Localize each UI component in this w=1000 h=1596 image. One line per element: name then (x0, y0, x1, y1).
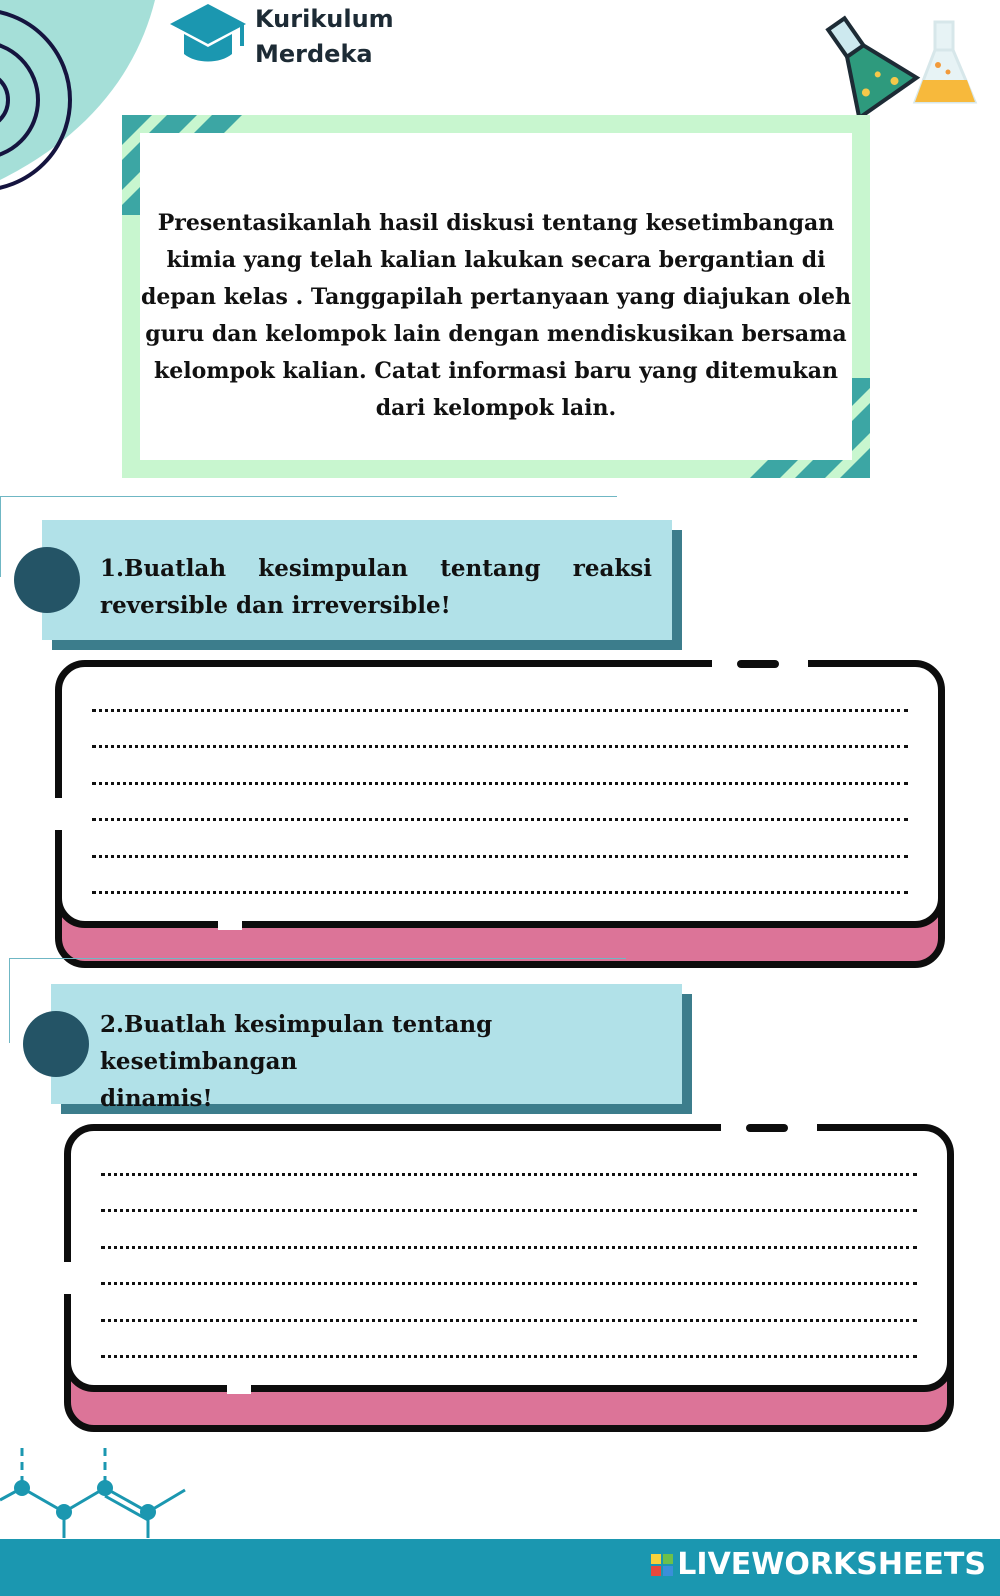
border-gap (51, 798, 65, 830)
answer-line[interactable] (92, 818, 908, 821)
instruction-card (140, 133, 852, 460)
brand-name (255, 2, 394, 72)
question-1-line-2: reversible dan irreversible! (100, 592, 451, 619)
question-2-bullet (23, 1011, 89, 1077)
answer-line[interactable] (92, 891, 908, 894)
graduation-cap-icon (168, 2, 248, 68)
answer-line[interactable] (92, 855, 908, 858)
question-2-box (51, 984, 682, 1112)
answer-line[interactable] (92, 782, 908, 785)
border-dash (746, 1124, 788, 1132)
question-2-line-2: dinamis! (100, 1085, 213, 1112)
answer-line[interactable] (101, 1209, 917, 1212)
answer-line[interactable] (92, 745, 908, 748)
instruction-line: Presentasikanlah hasil diskusi tentang kesetimbangan (157, 210, 835, 236)
answer-line[interactable] (92, 709, 908, 712)
border-gap (218, 918, 242, 930)
answer-line[interactable] (101, 1282, 917, 1285)
molecule-decoration (0, 1448, 190, 1538)
instruction-line: guru dan kelompok lain dengan mendiskusikan bersama (145, 321, 847, 347)
liveworksheets-text: LIVEWORKSHEETS (677, 1547, 986, 1582)
instruction-panel (122, 115, 870, 478)
question-2-text (100, 1006, 660, 1117)
brand-line-2: Merdeka (255, 40, 373, 68)
chemistry-flasks-icon (820, 10, 990, 120)
border-gap (227, 1382, 251, 1394)
instruction-line: kimia yang telah kalian lakukan secara bergantian di (166, 247, 826, 273)
footer-bar (0, 1539, 1000, 1596)
answer-line[interactable] (101, 1355, 917, 1358)
question-1-text (100, 550, 652, 624)
instruction-text (140, 205, 852, 427)
instruction-line: kelompok kalian. Catat informasi baru yang ditemukan (154, 358, 838, 384)
answer-line[interactable] (101, 1319, 917, 1322)
liveworksheets-logo[interactable] (651, 1547, 986, 1582)
brand-line-1: Kurikulum (255, 5, 394, 33)
question-2-line-1: 2.Buatlah kesimpulan tentang kesetimbangan (100, 1011, 493, 1075)
question-1-bullet (14, 547, 80, 613)
question-1-line-1: 1.Buatlah kesimpulan tentang reaksi (100, 555, 652, 582)
answer-line[interactable] (101, 1173, 917, 1176)
border-dash (737, 660, 779, 668)
liveworksheets-icon (651, 1554, 673, 1576)
instruction-line: dari kelompok lain. (375, 395, 617, 421)
answer-1-area[interactable] (55, 660, 945, 928)
question-1-box (42, 520, 672, 640)
answer-line[interactable] (101, 1246, 917, 1249)
instruction-line: depan kelas . Tanggapilah pertanyaan yang diajukan oleh (141, 284, 851, 310)
border-gap (60, 1262, 74, 1294)
answer-2-area[interactable] (64, 1124, 954, 1392)
